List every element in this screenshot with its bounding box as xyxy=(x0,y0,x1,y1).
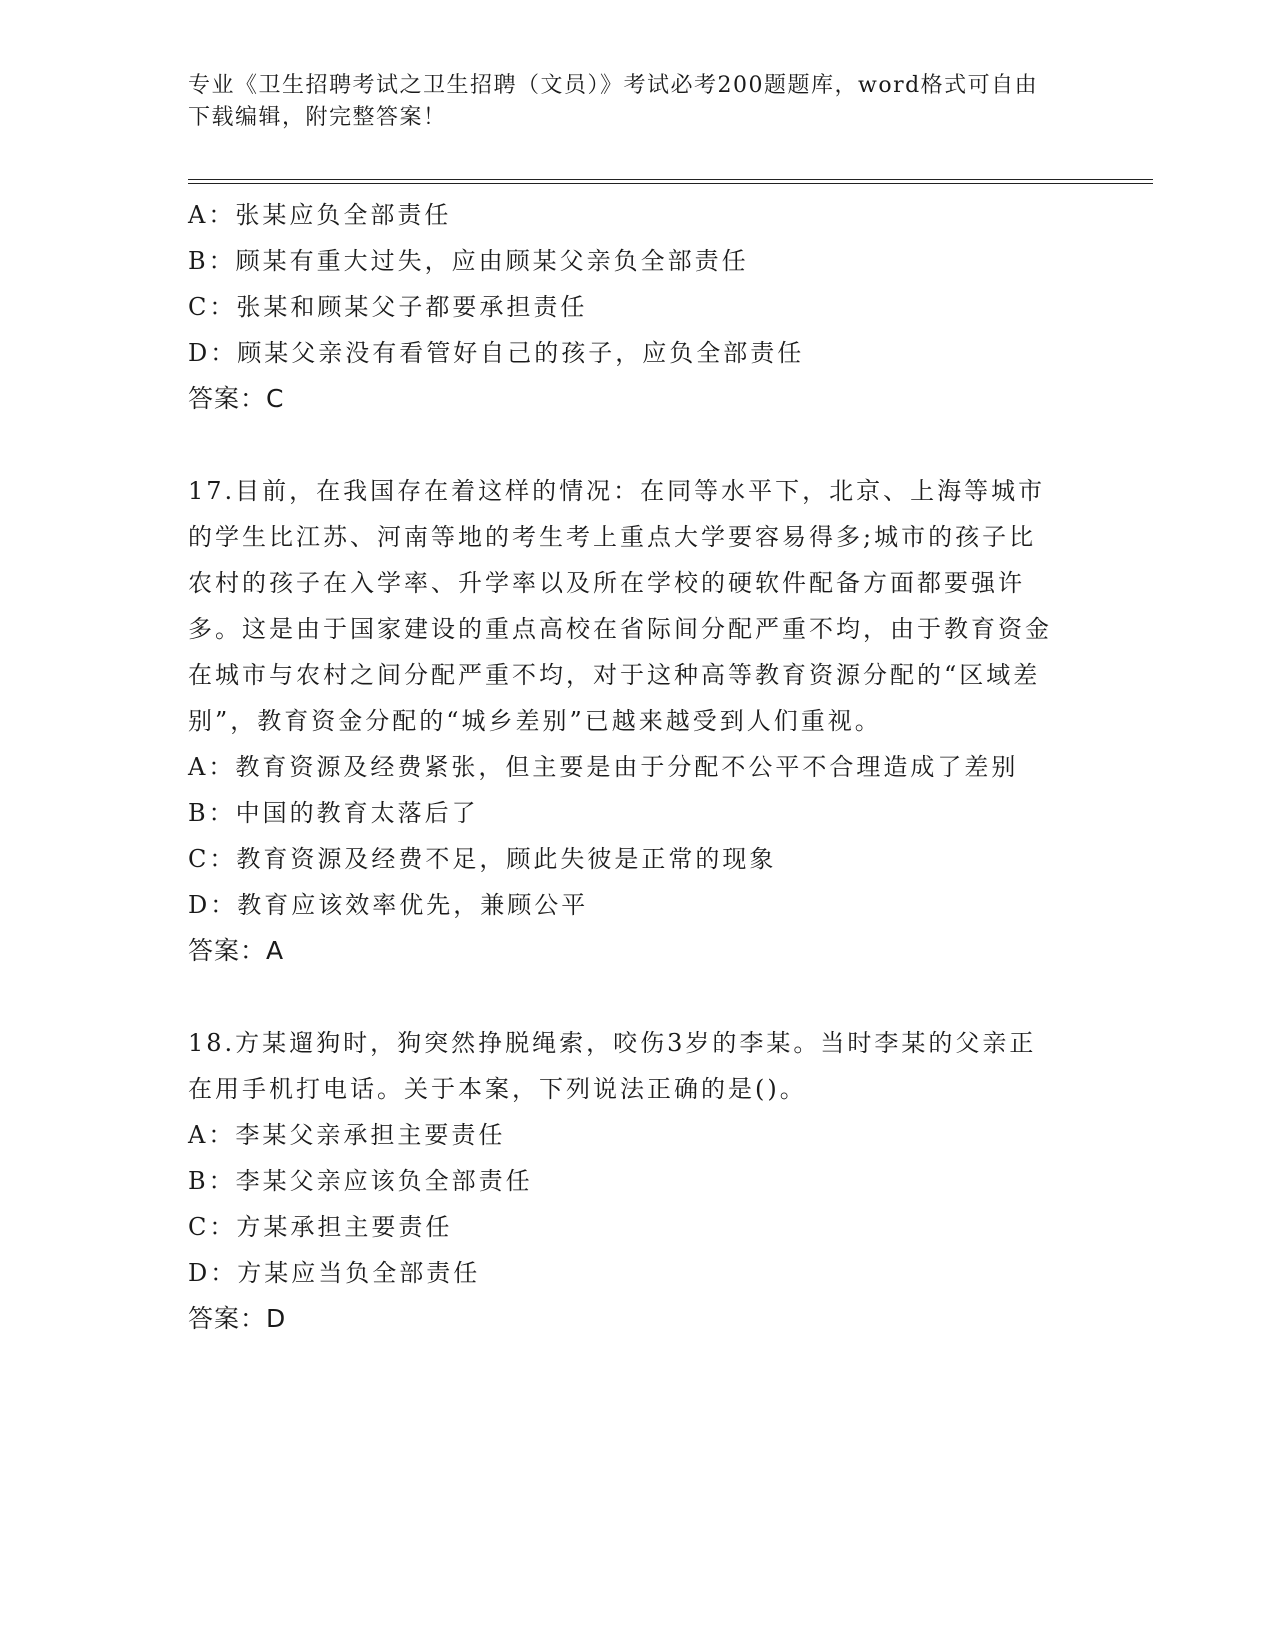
document-header xyxy=(188,70,1088,134)
q18-option-d: D：方某应当负全部责任 xyxy=(188,1259,481,1287)
question-16 xyxy=(188,192,1088,422)
q18-option-b: B：李某父亲应该负全部责任 xyxy=(188,1167,533,1195)
q17-stem: 17.目前，在我国存在着这样的情况：在同等水平下，北京、上海等城市的学生比江苏、河南等地的考生考上重点大学要容易得多;城市的孩子比农村的孩子在入学率、升学率以及所在学校的硬软件配备方面都要强许多。这是由于国家建设的重点高校在省际间分配严重不均，由于教育资金在城市与农村之间分配严重不均，对于这种高等教育资源分配的“区域差别”，教育资金分配的“城乡差别”已越来越受到人们重视。 xyxy=(188,477,1052,735)
q16-option-a: A：张某应负全部责任 xyxy=(188,201,452,229)
q17-option-c: C：教育资源及经费不足，顾此失彼是正常的现象 xyxy=(188,845,777,873)
header-divider-top xyxy=(188,179,1153,180)
question-17 xyxy=(188,468,1088,974)
q16-option-d: D：顾某父亲没有看管好自己的孩子，应负全部责任 xyxy=(188,339,805,367)
header-title: 专业《卫生招聘考试之卫生招聘（文员）》考试必考200题题库，word格式可自由下载编辑，附完整答案！ xyxy=(188,73,1039,130)
header-divider-bottom xyxy=(188,183,1153,184)
q17-option-b: B：中国的教育太落后了 xyxy=(188,799,479,827)
q17-option-a: A：教育资源及经费紧张，但主要是由于分配不公平不合理造成了差别 xyxy=(188,753,1019,781)
q16-option-c: C：张某和顾某父子都要承担责任 xyxy=(188,293,588,321)
question-content xyxy=(188,192,1088,1342)
q16-option-b: B：顾某有重大过失，应由顾某父亲负全部责任 xyxy=(188,247,749,275)
q18-answer: 答案：D xyxy=(188,1304,287,1333)
q17-answer: 答案：A xyxy=(188,936,285,965)
q18-option-a: A：李某父亲承担主要责任 xyxy=(188,1121,506,1149)
q18-option-c: C：方某承担主要责任 xyxy=(188,1213,453,1241)
question-18 xyxy=(188,1020,1088,1342)
q16-answer: 答案：C xyxy=(188,384,285,413)
q17-option-d: D：教育应该效率优先，兼顾公平 xyxy=(188,891,589,919)
q18-stem: 18.方某遛狗时，狗突然挣脱绳索，咬伤3岁的李某。当时李某的父亲正在用手机打电话。关于本案，下列说法正确的是()。 xyxy=(188,1029,1037,1103)
